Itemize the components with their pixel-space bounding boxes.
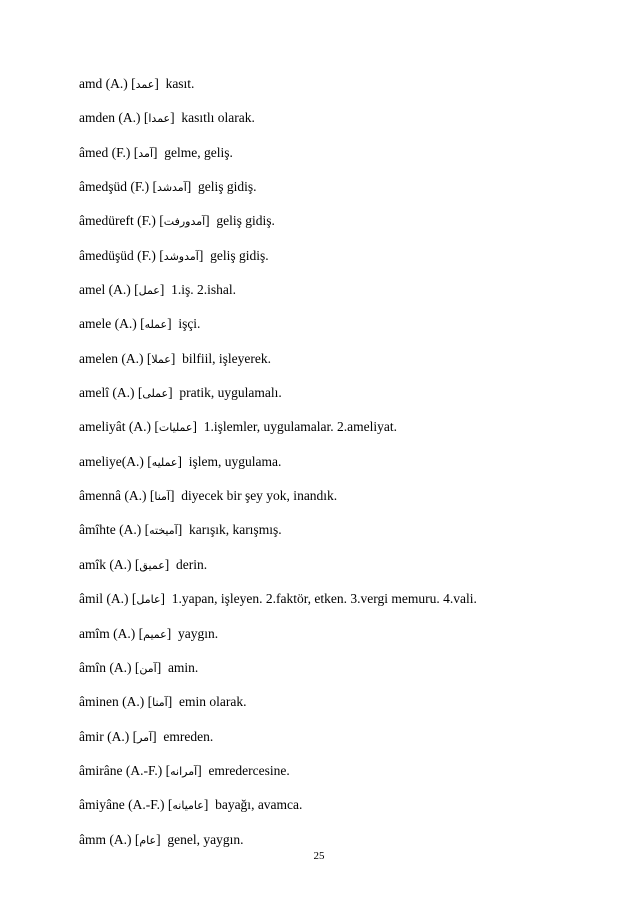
dictionary-entry: ameliye(A.) [عمليه] işlem, uygulama. [79,453,282,469]
entry-term: âmîn (A.) [79,659,132,675]
dictionary-entry: âmm (A.) [عام] genel, yaygın. [79,831,244,847]
entry-arabic: آمرانه [170,764,198,778]
entry-term: amel (A.) [79,282,131,298]
dictionary-entry: amel (A.) [عمل] 1.iş. 2.ishal. [79,282,237,298]
dictionary-entry: âmedüşüd (F.) [آمدوشد] geliş gidiş. [79,247,269,263]
dictionary-entry: amelî (A.) [عملى] pratik, uygulamalı. [79,385,282,401]
entry-definition: kasıtlı olarak. [181,110,255,126]
entry-term: amele (A.) [79,316,137,332]
dictionary-entry: âmedşüd (F.) [آمدشد] geliş gidiş. [79,179,257,195]
entry-arabic: عمليات [158,421,193,435]
dictionary-entry: amelen (A.) [عملا] bilfiil, işleyerek. [79,350,271,366]
entry-definition: bilfiil, işleyerek. [182,350,271,366]
entry-term: âminen (A.) [79,694,145,710]
entry-definition: 1.yapan, işleyen. 2.faktör, etken. 3.vergi memuru. 4.vali. [171,591,477,607]
entry-definition: karışık, karışmış. [188,522,282,538]
entry-arabic: آمنا [154,490,170,504]
dictionary-entry: âmirâne (A.-F.) [آمرانه] emredercesine. [79,762,290,778]
entry-term: âmedşüd (F.) [79,179,150,195]
entry-arabic: عميم [143,627,167,641]
page-number: 25 [313,850,325,862]
dictionary-entry: âmennâ (A.) [آمنا] diyecek bir şey yok, inandık. [79,488,338,504]
entry-term: âmirâne (A.-F.) [79,762,163,778]
entry-arabic: آمر [137,730,153,744]
entry-term: âmedüreft (F.) [79,213,156,229]
entry-term: amelen (A.) [79,350,144,366]
entry-arabic: عامل [136,593,161,607]
entry-arabic: آمدوشد [163,249,199,263]
entry-definition: emin olarak. [178,694,247,710]
entry-term: âmir (A.) [79,728,130,744]
entry-arabic: عمدا [148,112,171,126]
entry-term: âmil (A.) [79,591,129,607]
dictionary-entry: âmedüreft (F.) [آمدورفت] geliş gidiş. [79,213,275,229]
entry-definition: işlem, uygulama. [188,453,282,469]
entry-arabic: عمله [144,318,168,332]
dictionary-entry: amele (A.) [عمله] işçi. [79,316,201,332]
entry-term: ameliyât (A.) [79,419,151,435]
entry-definition: yaygın. [177,625,219,641]
entry-arabic: عمد [135,78,155,91]
entry-term: âmiyâne (A.-F.) [79,797,165,813]
dictionary-entry: amd (A.) [عمد] kasıt. [79,76,195,91]
dictionary-entry: ameliyât (A.) [عمليات] 1.işlemler, uygulamalar. 2.ameliyat. [79,419,397,435]
entry-definition: geliş gidiş. [216,213,275,229]
entry-arabic: عملا [151,352,171,366]
dictionary-entry: amîk (A.) [عميق] derin. [79,556,208,572]
entry-arabic: عاميانه [172,799,204,813]
entry-definition: derin. [176,556,208,572]
dictionary-entry: âmil (A.) [عامل] 1.yapan, işleyen. 2.faktör, etken. 3.vergi memuru. 4.vali. [79,591,477,607]
entry-term: âmennâ (A.) [79,488,147,504]
entry-arabic: آمد [138,146,154,160]
dictionary-entry: âmiyâne (A.-F.) [عاميانه] bayağı, avamca. [79,797,303,813]
entry-arabic: آمنا [152,696,168,710]
entry-term: amîk (A.) [79,556,132,572]
dictionary-entry: âmir (A.) [آمر] emreden. [79,728,214,744]
entry-definition: pratik, uygulamalı. [179,385,282,401]
dictionary-entry: amîm (A.) [عميم] yaygın. [79,625,219,641]
entry-term: âmed (F.) [79,144,131,160]
entry-definition: emreden. [163,728,214,744]
entry-term: ameliye(A.) [79,453,144,469]
dictionary-entry: âmîhte (A.) [آميخته] karışık, karışmış. [79,522,282,538]
dictionary-entry: âmîn (A.) [آمن] amin. [79,659,199,675]
entry-term: âmm (A.) [79,831,132,847]
entry-arabic: عام [139,833,157,847]
entry-arabic: آمن [139,661,157,675]
dictionary-entry: amden (A.) [عمدا] kasıtlı olarak. [79,110,255,126]
entry-definition: amin. [167,659,199,675]
entry-arabic: آمدشد [157,181,187,195]
dictionary-entry: âminen (A.) [آمنا] emin olarak. [79,694,247,710]
entry-arabic: عميق [139,558,165,572]
entry-arabic: عملى [142,387,169,401]
entry-term: amîm (A.) [79,625,136,641]
entry-term: amden (A.) [79,110,141,126]
entry-definition: genel, yaygın. [167,831,244,847]
entry-definition: geliş gidiş. [198,179,257,195]
entry-definition: emredercesine. [208,762,290,778]
dictionary-entries [79,74,599,864]
entry-definition: diyecek bir şey yok, inandık. [181,488,338,504]
entry-definition: işçi. [178,316,201,332]
entry-definition: gelme, geliş. [164,144,233,160]
entry-arabic: عمل [138,284,160,298]
entry-term: amd (A.) [79,76,128,91]
entry-arabic: آميخته [149,524,178,538]
entry-arabic: آمدورفت [163,215,206,229]
entry-definition: kasıt. [165,76,195,91]
entry-arabic: عمليه [151,455,178,469]
dictionary-entry: âmed (F.) [آمد] gelme, geliş. [79,144,233,160]
entry-term: âmedüşüd (F.) [79,247,156,263]
entry-term: âmîhte (A.) [79,522,142,538]
entry-definition: geliş gidiş. [210,247,269,263]
entry-definition: bayağı, avamca. [215,797,303,813]
entry-definition: 1.iş. 2.ishal. [171,282,237,298]
entry-definition: 1.işlemler, uygulamalar. 2.ameliyat. [203,419,397,435]
entry-term: amelî (A.) [79,385,135,401]
